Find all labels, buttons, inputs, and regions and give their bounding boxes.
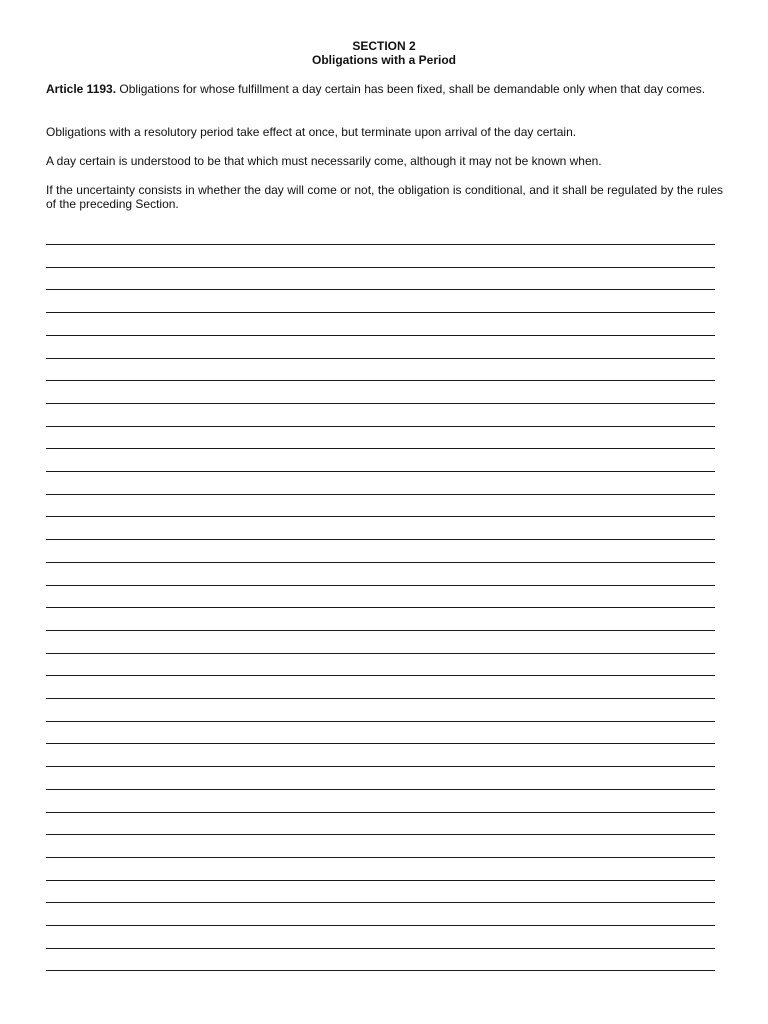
writing-line [46,244,715,245]
writing-line [46,948,715,949]
writing-line [46,494,715,495]
section-number: SECTION 2 [352,39,416,53]
writing-line [46,721,715,722]
writing-line [46,471,715,472]
writing-line [46,562,715,563]
writing-line [46,698,715,699]
writing-line [46,766,715,767]
writing-line [46,834,715,835]
writing-line [46,585,715,586]
writing-line [46,289,715,290]
writing-line [46,653,715,654]
section-title: Obligations with a Period [311,53,456,67]
writing-line [46,267,715,268]
writing-line [46,812,715,813]
article-label: Article 1193. [46,82,117,96]
writing-line [46,403,715,404]
writing-line [46,448,715,449]
paragraph-uncertainty: If the uncertainty consists in whether the day will come or not, the obligation is conditional, and it shall be regulated by the rules of the preceding Section. [46,183,723,211]
writing-line [46,335,715,336]
writing-line [46,880,715,881]
answer-lines [46,0,715,1024]
writing-line [46,925,715,926]
writing-line [46,675,715,676]
writing-line [46,789,715,790]
writing-line [46,516,715,517]
writing-line [46,539,715,540]
writing-line [46,358,715,359]
writing-line [46,312,715,313]
writing-line [46,380,715,381]
article-text: Obligations for whose fulfillment a day certain has been fixed, shall be demandable only when that day comes. [119,82,706,96]
writing-line [46,743,715,744]
writing-line [46,607,715,608]
writing-line [46,857,715,858]
writing-line [46,426,715,427]
writing-line [46,970,715,971]
writing-line [46,630,715,631]
paragraph-resolutory-period: Obligations with a resolutory period take effect at once, but terminate upon arrival of the day certain. [46,125,577,139]
paragraph-day-certain: A day certain is understood to be that which must necessarily come, although it may not be known when. [46,154,602,168]
writing-line [46,902,715,903]
